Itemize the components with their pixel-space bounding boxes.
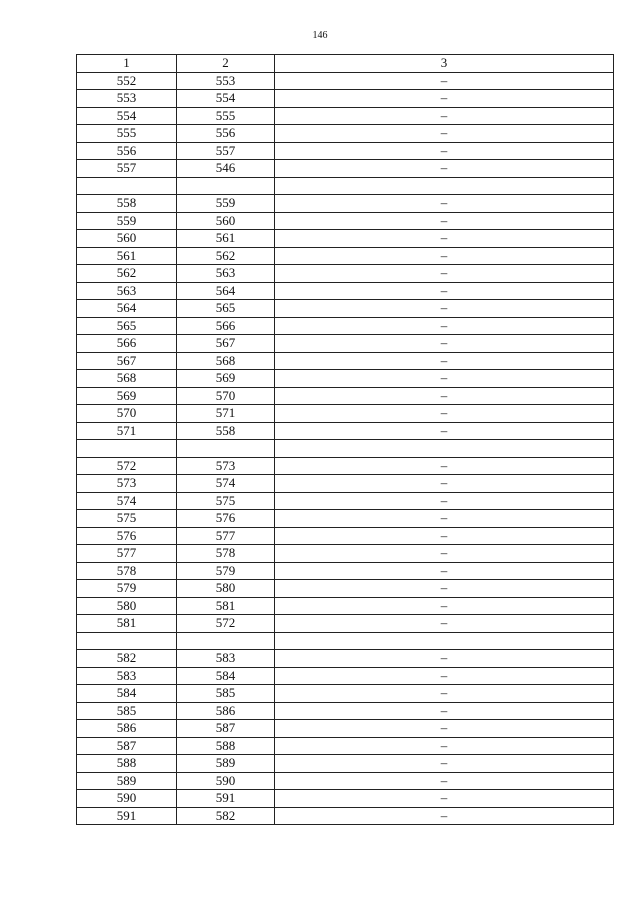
table-cell-col3: – xyxy=(275,107,614,125)
table-cell-col3: – xyxy=(275,790,614,808)
table-cell-col3: – xyxy=(275,142,614,160)
empty-cell xyxy=(177,632,275,650)
table-cell-col2: 559 xyxy=(177,195,275,213)
table-cell-col3: – xyxy=(275,615,614,633)
table-cell-col2: 554 xyxy=(177,90,275,108)
table-row xyxy=(77,580,614,598)
table-cell-col3: – xyxy=(275,265,614,283)
table-cell-col2: 557 xyxy=(177,142,275,160)
table-cell-col1: 568 xyxy=(77,370,177,388)
table-row xyxy=(77,230,614,248)
column-header-2: 2 xyxy=(177,55,275,73)
table-cell-col1: 576 xyxy=(77,527,177,545)
table-cell-col3: – xyxy=(275,457,614,475)
table-cell-col2: 588 xyxy=(177,737,275,755)
table-cell-col2: 573 xyxy=(177,457,275,475)
table-row xyxy=(77,195,614,213)
table-cell-col1: 572 xyxy=(77,457,177,475)
table-cell-col1: 560 xyxy=(77,230,177,248)
table-row xyxy=(77,772,614,790)
table-cell-col1: 586 xyxy=(77,720,177,738)
table-row xyxy=(77,807,614,825)
table-cell-col2: 580 xyxy=(177,580,275,598)
table-cell-col2: 591 xyxy=(177,790,275,808)
table-row xyxy=(77,142,614,160)
empty-cell xyxy=(77,440,177,458)
table-cell-col1: 589 xyxy=(77,772,177,790)
table-row xyxy=(77,615,614,633)
table-header xyxy=(77,55,614,73)
table-cell-col1: 573 xyxy=(77,475,177,493)
table-cell-col1: 581 xyxy=(77,615,177,633)
table-cell-col1: 577 xyxy=(77,545,177,563)
table-cell-col3: – xyxy=(275,160,614,178)
table-cell-col1: 591 xyxy=(77,807,177,825)
empty-cell xyxy=(77,177,177,195)
table-cell-col1: 557 xyxy=(77,160,177,178)
table-row xyxy=(77,405,614,423)
table-cell-col3: – xyxy=(275,755,614,773)
table-cell-col3: – xyxy=(275,195,614,213)
table-row xyxy=(77,352,614,370)
table-cell-col1: 570 xyxy=(77,405,177,423)
table-row xyxy=(77,282,614,300)
table-cell-col2: 583 xyxy=(177,650,275,668)
table-cell-col3: – xyxy=(275,527,614,545)
table-cell-col2: 578 xyxy=(177,545,275,563)
empty-cell xyxy=(275,440,614,458)
table-cell-col1: 565 xyxy=(77,317,177,335)
table-gap-row xyxy=(77,632,614,650)
table-row xyxy=(77,720,614,738)
table-row xyxy=(77,562,614,580)
table-cell-col1: 561 xyxy=(77,247,177,265)
table-cell-col1: 567 xyxy=(77,352,177,370)
table-cell-col3: – xyxy=(275,650,614,668)
table-row xyxy=(77,457,614,475)
table-row xyxy=(77,265,614,283)
table-row xyxy=(77,527,614,545)
table-cell-col2: 577 xyxy=(177,527,275,545)
table-cell-col1: 571 xyxy=(77,422,177,440)
table-cell-col1: 578 xyxy=(77,562,177,580)
table-cell-col1: 587 xyxy=(77,737,177,755)
table-cell-col1: 562 xyxy=(77,265,177,283)
table-cell-col2: 556 xyxy=(177,125,275,143)
table-row xyxy=(77,370,614,388)
table-row xyxy=(77,212,614,230)
table-cell-col3: – xyxy=(275,422,614,440)
table-cell-col2: 558 xyxy=(177,422,275,440)
empty-cell xyxy=(275,177,614,195)
table-gap-row xyxy=(77,440,614,458)
table-cell-col1: 566 xyxy=(77,335,177,353)
table-row xyxy=(77,90,614,108)
table-cell-col2: 562 xyxy=(177,247,275,265)
table-row xyxy=(77,545,614,563)
table-cell-col3: – xyxy=(275,370,614,388)
table-cell-col3: – xyxy=(275,737,614,755)
table-cell-col3: – xyxy=(275,510,614,528)
table-cell-col1: 584 xyxy=(77,685,177,703)
table-row xyxy=(77,737,614,755)
table-cell-col1: 552 xyxy=(77,72,177,90)
table-cell-col2: 560 xyxy=(177,212,275,230)
table-cell-col2: 568 xyxy=(177,352,275,370)
table-cell-col2: 584 xyxy=(177,667,275,685)
table-cell-col2: 555 xyxy=(177,107,275,125)
table-row xyxy=(77,247,614,265)
table-cell-col2: 565 xyxy=(177,300,275,318)
table-gap-row xyxy=(77,177,614,195)
table-row xyxy=(77,475,614,493)
table-cell-col3: – xyxy=(275,597,614,615)
table-cell-col1: 575 xyxy=(77,510,177,528)
table-cell-col2: 553 xyxy=(177,72,275,90)
table-cell-col1: 583 xyxy=(77,667,177,685)
table-cell-col2: 569 xyxy=(177,370,275,388)
table-cell-col3: – xyxy=(275,807,614,825)
table-row xyxy=(77,160,614,178)
data-table xyxy=(76,54,614,825)
table-cell-col3: – xyxy=(275,247,614,265)
table-cell-col3: – xyxy=(275,702,614,720)
table-cell-col2: 587 xyxy=(177,720,275,738)
table-cell-col2: 564 xyxy=(177,282,275,300)
table-cell-col1: 574 xyxy=(77,492,177,510)
table-cell-col2: 582 xyxy=(177,807,275,825)
empty-cell xyxy=(275,632,614,650)
table-cell-col3: – xyxy=(275,125,614,143)
table-cell-col3: – xyxy=(275,562,614,580)
empty-cell xyxy=(77,632,177,650)
table-cell-col1: 569 xyxy=(77,387,177,405)
table-cell-col3: – xyxy=(275,720,614,738)
table-cell-col3: – xyxy=(275,317,614,335)
table-cell-col1: 563 xyxy=(77,282,177,300)
table-cell-col2: 574 xyxy=(177,475,275,493)
table-row xyxy=(77,597,614,615)
table-cell-col2: 570 xyxy=(177,387,275,405)
table-cell-col3: – xyxy=(275,667,614,685)
table-row xyxy=(77,685,614,703)
table-cell-col1: 559 xyxy=(77,212,177,230)
column-header-3: 3 xyxy=(275,55,614,73)
table-cell-col3: – xyxy=(275,545,614,563)
table-cell-col2: 576 xyxy=(177,510,275,528)
table-row xyxy=(77,492,614,510)
table-row xyxy=(77,790,614,808)
table-cell-col1: 582 xyxy=(77,650,177,668)
table-cell-col3: – xyxy=(275,230,614,248)
page-number: 146 xyxy=(312,30,328,41)
table-cell-col2: 581 xyxy=(177,597,275,615)
table-row xyxy=(77,387,614,405)
table-row xyxy=(77,335,614,353)
table-cell-col2: 566 xyxy=(177,317,275,335)
table-cell-col3: – xyxy=(275,580,614,598)
table-cell-col3: – xyxy=(275,387,614,405)
table-cell-col1: 555 xyxy=(77,125,177,143)
table-row xyxy=(77,422,614,440)
table-cell-col1: 553 xyxy=(77,90,177,108)
table-cell-col1: 556 xyxy=(77,142,177,160)
table-cell-col3: – xyxy=(275,72,614,90)
table-cell-col3: – xyxy=(275,90,614,108)
table-row xyxy=(77,300,614,318)
table-cell-col1: 588 xyxy=(77,755,177,773)
table-cell-col2: 561 xyxy=(177,230,275,248)
table-row xyxy=(77,755,614,773)
table-cell-col3: – xyxy=(275,300,614,318)
table-cell-col2: 575 xyxy=(177,492,275,510)
table-cell-col2: 546 xyxy=(177,160,275,178)
table-cell-col2: 572 xyxy=(177,615,275,633)
table-cell-col3: – xyxy=(275,335,614,353)
table-cell-col3: – xyxy=(275,352,614,370)
table-cell-col3: – xyxy=(275,475,614,493)
table-cell-col2: 563 xyxy=(177,265,275,283)
table-row xyxy=(77,317,614,335)
table-cell-col3: – xyxy=(275,492,614,510)
table-cell-col2: 585 xyxy=(177,685,275,703)
table-cell-col2: 579 xyxy=(177,562,275,580)
column-header-1: 1 xyxy=(77,55,177,73)
table-body xyxy=(77,72,614,825)
table-row xyxy=(77,107,614,125)
table-cell-col1: 558 xyxy=(77,195,177,213)
table-cell-col2: 590 xyxy=(177,772,275,790)
table-row xyxy=(77,72,614,90)
table-cell-col1: 554 xyxy=(77,107,177,125)
empty-cell xyxy=(177,177,275,195)
table-row xyxy=(77,650,614,668)
table-cell-col1: 579 xyxy=(77,580,177,598)
table-row xyxy=(77,667,614,685)
table-cell-col2: 589 xyxy=(177,755,275,773)
header-row xyxy=(77,55,614,73)
table-cell-col2: 567 xyxy=(177,335,275,353)
table-cell-col2: 586 xyxy=(177,702,275,720)
table-cell-col1: 590 xyxy=(77,790,177,808)
table-cell-col3: – xyxy=(275,772,614,790)
table-cell-col3: – xyxy=(275,212,614,230)
table-row xyxy=(77,125,614,143)
table-row xyxy=(77,702,614,720)
table-cell-col1: 585 xyxy=(77,702,177,720)
table-cell-col3: – xyxy=(275,405,614,423)
table-cell-col3: – xyxy=(275,282,614,300)
table-cell-col1: 564 xyxy=(77,300,177,318)
table-cell-col1: 580 xyxy=(77,597,177,615)
empty-cell xyxy=(177,440,275,458)
table-row xyxy=(77,510,614,528)
table-cell-col3: – xyxy=(275,685,614,703)
table-cell-col2: 571 xyxy=(177,405,275,423)
